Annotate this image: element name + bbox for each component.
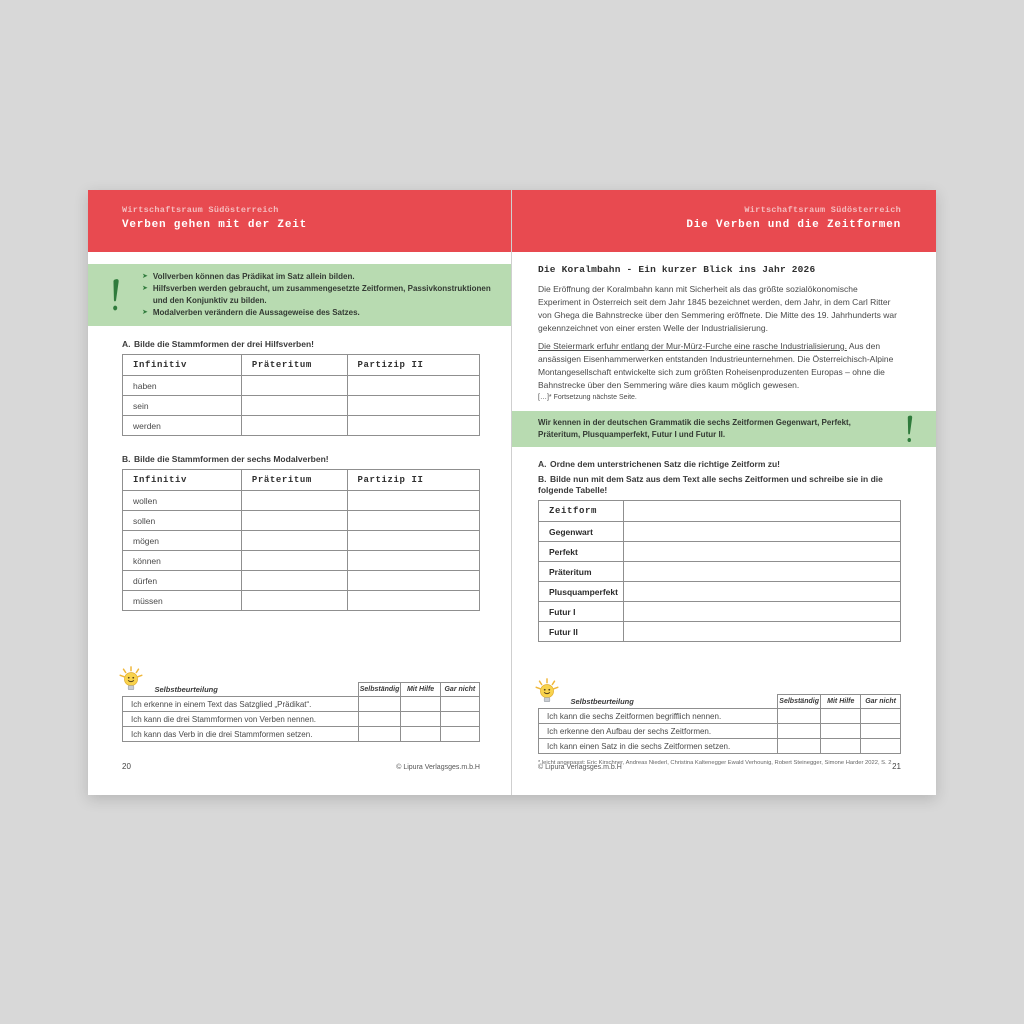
copyright: © Lipura Verlagsges.m.b.H xyxy=(396,764,480,771)
answer-cell xyxy=(347,551,479,571)
answer-cell xyxy=(241,376,347,396)
self-assessment-row xyxy=(539,739,901,754)
info-bullet xyxy=(142,271,499,283)
exercise-letter: A. xyxy=(122,339,131,349)
right-page-banner xyxy=(512,190,936,252)
article-paragraph: Die Eröffnung der Koralmbahn kann mit Sicherheit als das größte sozialökonomische Experiment in Österreich seit dem Jahr 1845 bezeichnet werden, dem Jahr, in dem Carl Ritter von Ghega die Bahnstrecke über den Semmering eröffnete. Die Mitte des 19. Jahrhunderts war gekennzeichnet von einer ersten Welle der Industrialisierung. xyxy=(538,284,897,333)
table-row xyxy=(123,416,480,436)
answer-cell xyxy=(624,622,901,642)
answer-cell xyxy=(347,511,479,531)
answer-cell xyxy=(347,491,479,511)
table-row xyxy=(123,531,480,551)
statement: Ich kann die drei Stammformen von Verben nennen. xyxy=(123,712,359,727)
lightbulb-icon xyxy=(532,677,562,707)
book-spread xyxy=(88,190,936,795)
column-header: Infinitiv xyxy=(123,470,242,491)
exercise-b-label xyxy=(538,474,901,496)
table-row xyxy=(123,491,480,511)
answer-cell xyxy=(347,531,479,551)
info-bullet xyxy=(142,307,499,319)
answer-cell xyxy=(241,511,347,531)
exercise-text: Bilde die Stammformen der drei Hilfsverben! xyxy=(134,339,314,349)
answer-cell xyxy=(347,571,479,591)
rating-cell xyxy=(821,709,861,724)
self-assessment-table xyxy=(122,682,480,742)
answer-cell xyxy=(241,491,347,511)
table-row xyxy=(123,376,480,396)
table-row xyxy=(123,571,480,591)
exercise-text: Bilde nun mit dem Satz aus dem Text alle sechs Zeitformen und schreibe sie in die folgende Tabelle! xyxy=(538,474,883,495)
statement: Ich kann einen Satz in die sechs Zeitformen setzen. xyxy=(539,739,778,754)
rating-cell xyxy=(821,724,861,739)
continuation-text: Fortsetzung nächste Seite. xyxy=(553,394,637,401)
tense-label: Präteritum xyxy=(539,562,624,582)
answer-cell xyxy=(347,416,479,436)
info-bullet xyxy=(142,283,499,307)
table-row xyxy=(539,582,901,602)
exercise-letter: B. xyxy=(538,474,547,484)
rating-cell xyxy=(440,697,479,712)
rating-cell xyxy=(861,709,901,724)
rating-cell xyxy=(821,739,861,754)
rating-column-header: Mit Hilfe xyxy=(821,695,861,709)
exclamation-icon xyxy=(88,264,142,326)
rating-cell xyxy=(358,697,401,712)
self-assessment-row xyxy=(539,724,901,739)
self-assessment-title: Selbstbeurteilung xyxy=(570,696,634,706)
exercise-a-label xyxy=(122,339,480,350)
exercise-text: Bilde die Stammformen der sechs Modalverben! xyxy=(134,454,329,464)
rating-column-header: Gar nicht xyxy=(440,683,479,697)
info-bullet-text: Vollverben können das Prädikat im Satz allein bilden. xyxy=(152,272,355,281)
table-row xyxy=(539,602,901,622)
arrow-bullet-icon: ➤ xyxy=(142,273,148,280)
table-row xyxy=(539,522,901,542)
rating-cell xyxy=(777,724,820,739)
verb-label: haben xyxy=(123,376,242,396)
exercise-letter: A. xyxy=(538,459,547,469)
page-right xyxy=(512,190,936,795)
rating-cell xyxy=(861,739,901,754)
column-header: Präteritum xyxy=(241,470,347,491)
tense-label: Futur I xyxy=(539,602,624,622)
right-info-box xyxy=(512,411,936,447)
verb-label: können xyxy=(123,551,242,571)
right-page-footer xyxy=(538,762,901,771)
info-box-text: Wir kennen in der deutschen Grammatik die sechs Zeitformen Gegenwart, Perfekt, Präteritum, Plusquamperfekt, Futur I und Futur II. xyxy=(538,418,851,439)
answer-cell xyxy=(347,591,479,611)
info-bullet-text: Hilfsverben werden gebraucht, um zusammengesetzte Zeitformen, Passivkonstruktionen und den Konjunktiv zu bilden. xyxy=(152,284,491,305)
tense-label: Futur II xyxy=(539,622,624,642)
verb-label: müssen xyxy=(123,591,242,611)
tense-label: Perfekt xyxy=(539,542,624,562)
self-assessment-title: Selbstbeurteilung xyxy=(154,684,218,694)
statement: Ich erkenne den Aufbau der sechs Zeitformen. xyxy=(539,724,778,739)
self-assessment-header-row xyxy=(123,683,480,697)
table-row xyxy=(123,511,480,531)
verb-label: mögen xyxy=(123,531,242,551)
answer-cell xyxy=(241,531,347,551)
table-row xyxy=(539,562,901,582)
column-header: Zeitform xyxy=(539,501,624,522)
rating-cell xyxy=(861,724,901,739)
answer-cell xyxy=(624,602,901,622)
arrow-bullet-icon: ➤ xyxy=(142,285,148,292)
table-row xyxy=(123,396,480,416)
underlined-sentence: Die Steiermark erfuhr entlang der Mur-Mürz-Furche eine rasche Industrialisierung. xyxy=(538,341,847,351)
self-assessment-table xyxy=(538,694,901,754)
rating-cell xyxy=(440,727,479,742)
answer-cell xyxy=(347,396,479,416)
exercise-a-label xyxy=(538,459,901,470)
rating-cell xyxy=(401,697,440,712)
page-number: 21 xyxy=(892,762,901,771)
answer-cell xyxy=(624,582,901,602)
exercise-b-label xyxy=(122,454,480,465)
self-assessment-row xyxy=(123,727,480,742)
table-row xyxy=(539,542,901,562)
self-assessment-header-row xyxy=(539,695,901,709)
hilfsverben-table xyxy=(122,354,480,436)
table-header-row xyxy=(539,501,901,522)
verb-label: dürfen xyxy=(123,571,242,591)
answer-cell xyxy=(624,522,901,542)
right-banner-kicker: Wirtschaftsraum Südösterreich xyxy=(744,205,901,215)
answer-cell xyxy=(624,562,901,582)
left-info-box xyxy=(88,264,511,326)
answer-cell xyxy=(241,571,347,591)
paragraph-continuation: Aus den ansässigen Eisenhammerwerken entstanden Industrieunternehmen. Die Österreichisch-Alpine Montangesellschaft entwickelte sich zum größten Roheisenproduzenten Europas – ohne die Bahnstrecke über den Semmering wäre dies kaum möglich gewesen. xyxy=(538,341,894,390)
column-header: Infinitiv xyxy=(123,355,242,376)
arrow-bullet-icon: ➤ xyxy=(142,309,148,316)
self-assessment-block xyxy=(122,682,480,742)
right-banner-title: Die Verben und die Zeitformen xyxy=(686,219,901,231)
rating-cell xyxy=(440,712,479,727)
column-header: Partizip II xyxy=(347,470,479,491)
self-assessment-row xyxy=(123,712,480,727)
column-header: Partizip II xyxy=(347,355,479,376)
rating-cell xyxy=(358,727,401,742)
table-header-row xyxy=(123,355,480,376)
table-header-row xyxy=(123,470,480,491)
rating-column-header: Selbständig xyxy=(358,683,401,697)
rating-cell xyxy=(777,709,820,724)
exclamation-icon xyxy=(882,411,936,447)
statement: Ich kann das Verb in die drei Stammformen setzen. xyxy=(123,727,359,742)
rating-column-header: Mit Hilfe xyxy=(401,683,440,697)
verb-label: sein xyxy=(123,396,242,416)
answer-cell xyxy=(241,396,347,416)
answer-cell xyxy=(241,416,347,436)
statement: Ich kann die sechs Zeitformen begrifflich nennen. xyxy=(539,709,778,724)
answer-cell xyxy=(624,542,901,562)
rating-cell xyxy=(401,712,440,727)
answer-cell xyxy=(624,501,901,522)
column-header: Präteritum xyxy=(241,355,347,376)
rating-column-header: Selbständig xyxy=(777,695,820,709)
rating-cell xyxy=(401,727,440,742)
lightbulb-icon xyxy=(116,665,146,695)
verb-label: werden xyxy=(123,416,242,436)
continuation-note xyxy=(538,394,901,401)
rating-column-header: Gar nicht xyxy=(861,695,901,709)
rating-cell xyxy=(777,739,820,754)
source-footnote: * leicht angepasst: Eric Kirschner, Andreas Niederl, Christina Kaltenegger Ewald Verhounig, Robert Steinegger, Simone Harder 2022, S. 2 xyxy=(538,760,892,766)
tense-label: Gegenwart xyxy=(539,522,624,542)
article-heading: Die Koralmbahn - Ein kurzer Blick ins Jahr 2026 xyxy=(538,264,816,275)
page-left xyxy=(88,190,512,795)
modalverben-table xyxy=(122,469,480,611)
left-banner-title: Verben gehen mit der Zeit xyxy=(122,219,308,231)
exercise-text: Ordne dem unterstrichenen Satz die richtige Zeitform zu! xyxy=(550,459,781,469)
self-assessment-block xyxy=(538,694,901,754)
info-bullet-list xyxy=(142,264,511,326)
self-assessment-row xyxy=(539,709,901,724)
left-page-banner xyxy=(88,190,511,252)
left-page-footer xyxy=(122,762,480,771)
answer-cell xyxy=(241,591,347,611)
verb-label: sollen xyxy=(123,511,242,531)
rating-cell xyxy=(358,712,401,727)
table-row xyxy=(539,622,901,642)
ellipsis-marker: […]* xyxy=(538,394,552,401)
info-bullet-text: Modalverben verändern die Aussageweise des Satzes. xyxy=(152,308,360,317)
self-assessment-row xyxy=(123,697,480,712)
verb-label: wollen xyxy=(123,491,242,511)
table-row xyxy=(123,551,480,571)
answer-cell xyxy=(347,376,479,396)
copyright: © Lipura Verlagsges.m.b.H xyxy=(538,764,622,771)
tense-label: Plusquamperfekt xyxy=(539,582,624,602)
answer-cell xyxy=(241,551,347,571)
zeitform-table xyxy=(538,500,901,642)
article-paragraph xyxy=(538,340,901,392)
exercise-letter: B. xyxy=(122,454,131,464)
statement: Ich erkenne in einem Text das Satzglied „Prädikat“. xyxy=(123,697,359,712)
page-number: 20 xyxy=(122,762,131,771)
left-banner-kicker: Wirtschaftsraum Südösterreich xyxy=(122,205,279,215)
table-row xyxy=(123,591,480,611)
